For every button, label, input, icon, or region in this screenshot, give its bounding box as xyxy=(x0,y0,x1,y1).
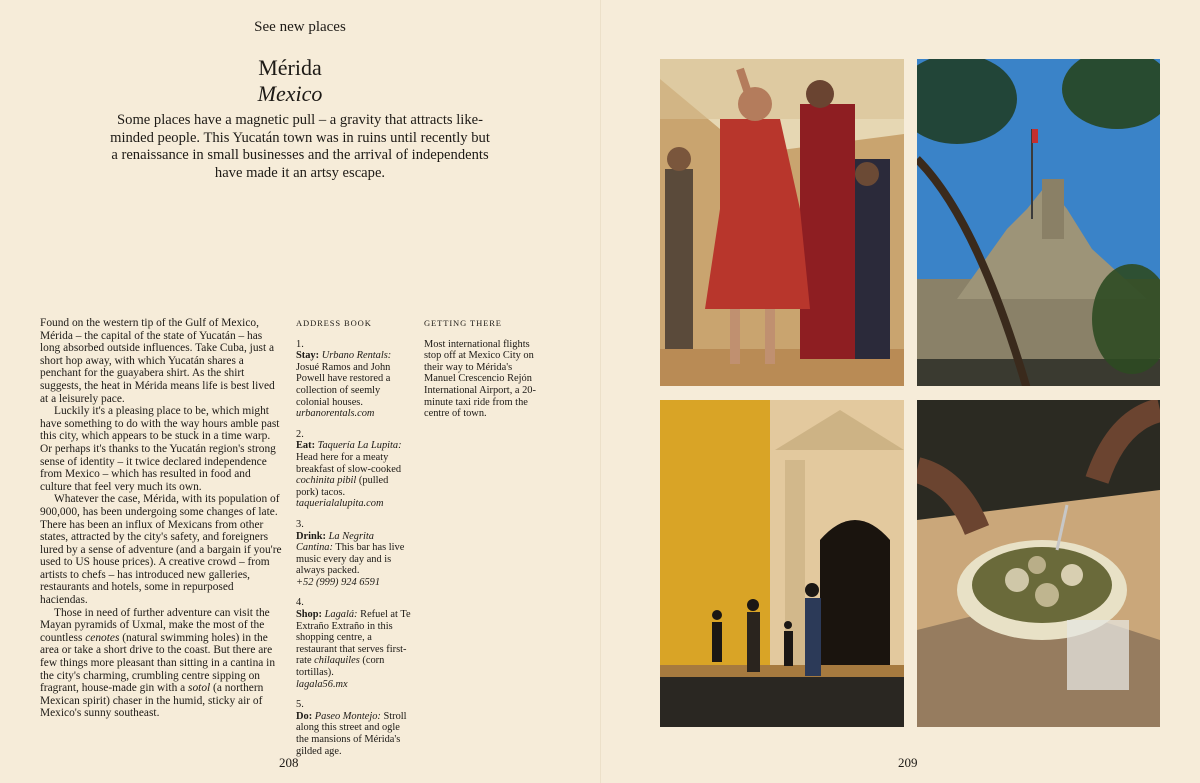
address-book-heading: ADDRESS BOOK xyxy=(296,318,372,328)
article-title xyxy=(0,55,580,107)
country-name: Mexico xyxy=(257,81,323,106)
clam-dish-photo xyxy=(917,400,1160,727)
getting-there xyxy=(424,318,538,420)
dancing-couple-photo xyxy=(660,59,904,386)
phone-number: +52 (999) 924 6591 xyxy=(296,576,381,588)
address-entry: 2. Eat: Taquería La Lupita: Head here for a meaty breakfast of slow-cooked cochinita pibil (pulled pork) tacos. taquerialalupita.com xyxy=(296,428,402,510)
getting-there-heading: GETTING THERE xyxy=(424,318,502,328)
body-paragraph: Whatever the case, Mérida, with its population of 900,000, has been undergoing some changes of late. There has been an influx of Mexicans from other states, attracted by the city's safety, and foreigners lured by a sense of adventure (and a bargain if you're used to US house prices). A creative crowd – from artists to chefs – has introduced new galleries, restaurants and hotels, some in repurposed haciendas. xyxy=(40,493,282,607)
website-link: urbanorentals.com xyxy=(296,408,375,420)
page-number-left: 208 xyxy=(279,755,299,770)
body-paragraph: Found on the western tip of the Gulf of Mexico, Mérida – the capital of the state of Yucatán – has long absorbed outside influences. Take Cuba, just a short hop away, with which Yucatán shares a penchant for the guayabera shirt. As the shirt suggests, the heat in Mérida means life is best lived at a leisurely pace. xyxy=(40,317,275,405)
body-paragraph: Luckily it's a pleasing place to be, which might have something to do with the way hours amble past this city, which appears to be stuck in a time warp. Or perhaps it's thanks to the Yucatán region's strong sense of identity – it twice declared independence from Mexico – which has resulted in food and culture that feel very much its own. xyxy=(40,405,280,493)
body-paragraph: Those in need of further adventure can visit the Mayan pyramids of Uxmal, make the most of the countless cenotes (natural swimming holes) in the area or take a short drive to the coast. But there are few things more pleasant than sitting in a cantina in the city's charming, crumbling centre sipping on fragrant, house-made gin with a sotol (a northern Mexican spirit) chaser in the humid, sticky air of Mexico's sunny southeast. xyxy=(40,606,276,720)
intro-standfirst: Some places have a magnetic pull – a gravity that attracts like-minded people. This Yucatán town was in ruins until recently but a renaissance in small businesses and the arrival of independents have made it an artsy escape. xyxy=(110,112,490,181)
address-entry: 3. Drink: La Negrita Cantina: This bar has live music every day and is always packed. +52 (999) 924 6591 xyxy=(296,518,405,588)
address-book xyxy=(296,318,412,766)
address-entry: 5. Do: Paseo Montejo: Stroll along this street and ogle the mansions of Mérida's gilded age. xyxy=(296,699,407,757)
section-label: See new places xyxy=(254,19,346,35)
city-name: Mérida xyxy=(258,55,322,80)
monument-photo xyxy=(917,59,1160,386)
getting-there-text: Most international flights stop off at Mexico City on their way to Mérida's Manuel Crescencio Rejón International Airport, a 20-minute taxi ride from the centre of town. xyxy=(424,338,536,420)
address-entry: 1. Stay: Urbano Rentals: Josué Ramos and John Powell have restored a collection of seemly colonial houses. urbanorentals.com xyxy=(296,338,392,420)
church-facade-photo xyxy=(660,400,904,727)
page-number-right: 209 xyxy=(898,755,918,770)
book-spine xyxy=(600,0,601,783)
address-entry: 4. Shop: Lagalá: Refuel at Te Extraño Extraño in this shopping centre, a restaurant that serves first-rate chilaquiles (corn tortillas). lagala56.mx xyxy=(296,597,411,690)
website-link: taquerialalupita.com xyxy=(296,498,384,510)
body-text xyxy=(40,317,284,720)
website-link: lagala56.mx xyxy=(296,678,348,690)
